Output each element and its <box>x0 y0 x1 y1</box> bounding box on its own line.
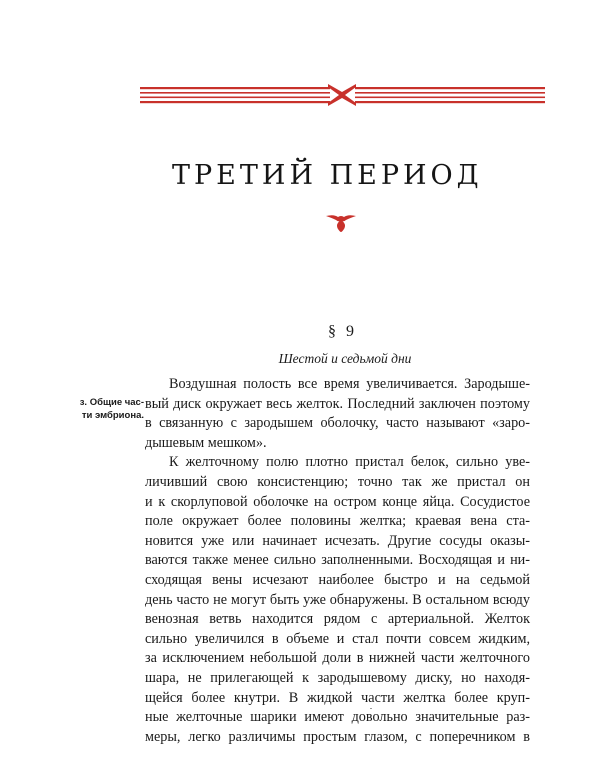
text-line: поле окружает более половины желтка; краевая вена ста- <box>145 513 530 530</box>
chapter-title: ТРЕТИЙ ПЕРИОД <box>172 160 483 191</box>
section-subtitle: Шестой и седьмой дни <box>278 351 412 366</box>
print-speck <box>370 708 372 709</box>
margin-note <box>68 396 144 422</box>
text-line: день часто не могут быть уже обнаружены. В остальном всюду <box>145 591 530 608</box>
margin-note-line: ти эмбриона. <box>81 410 144 421</box>
margin-note-line: з. Общие час- <box>79 397 144 408</box>
text-line: вый диск окружает весь желток. Последний заключен поэтому <box>145 395 530 412</box>
text-line: венозная ветвь находится рядом с артериальной. Желток <box>145 611 530 628</box>
text-line: щейся более кнутри. В жидкой части желтка более круп- <box>145 689 530 706</box>
text-line: новится уже или начинает исчезать. Другие сосуды оказы- <box>145 532 530 549</box>
text-line: меры, легко различимы простым глазом, с поперечником в <box>145 728 530 745</box>
body-text <box>145 375 530 747</box>
text-line: ваются также менее сильно заполненными. Восходящая и ни- <box>145 552 530 569</box>
section-number: § 9 <box>328 323 357 340</box>
text-line: личивший свою консистенцию; точно так же пристал он <box>145 473 530 490</box>
text-line: дышевым мешком». <box>145 434 267 451</box>
text-line: сходящая вены исчезают наиболее быстро и на седьмой <box>145 571 530 588</box>
text-line: в связанную с зародышем оболочку, часто называют «заро- <box>145 415 530 432</box>
leaf-flourish-icon <box>326 213 356 233</box>
text-line: шара, не прилегающей к зародышевому диску, но находя- <box>145 669 530 686</box>
text-line: ные желточные шарики имеют довольно значительные раз- <box>145 709 530 726</box>
text-line: сильно увеличился в объеме и стал почти совсем жидким, <box>145 630 530 647</box>
decorative-bar-icon <box>140 84 545 106</box>
text-line: Воздушная полость все время увеличивается. Зародыше- <box>169 376 530 392</box>
text-line: К желточному полю плотно пристал белок, сильно уве- <box>169 454 530 471</box>
text-line: и к скорлуповой оболочке на остром конце яйца. Сосудистое <box>145 493 530 510</box>
text-line: за исключением небольшой доли в нижней части желточного <box>145 650 530 667</box>
